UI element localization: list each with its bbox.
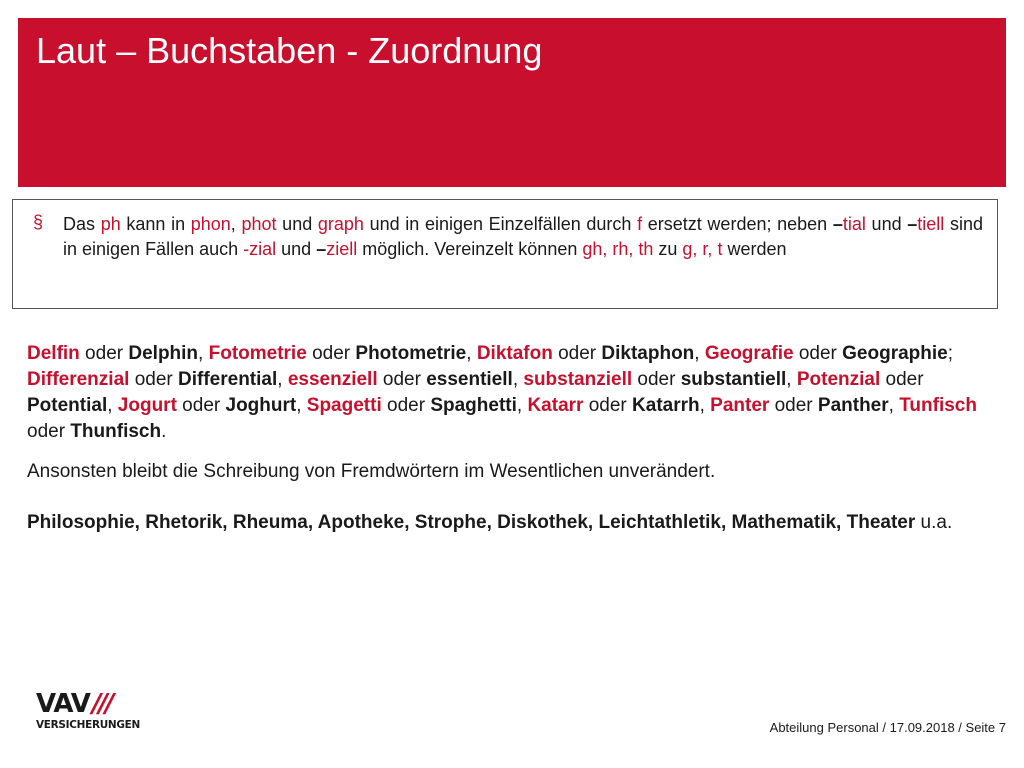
text-segment: oder bbox=[880, 369, 924, 390]
text-segment: werden bbox=[722, 239, 787, 259]
text-segment: , bbox=[198, 343, 209, 364]
text-segment: essenziell bbox=[287, 369, 378, 390]
text-segment: ; bbox=[947, 343, 954, 364]
text-segment: zu bbox=[653, 239, 683, 259]
text-segment: – bbox=[907, 214, 918, 234]
text-segment: , bbox=[466, 343, 477, 364]
text-segment: Panther bbox=[817, 395, 889, 416]
text-segment: und bbox=[865, 214, 908, 234]
footer-info: Abteilung Personal / 17.09.2018 / Seite 7 bbox=[769, 720, 1006, 735]
text-segment: . bbox=[161, 421, 167, 442]
text-segment: Panter bbox=[710, 395, 770, 416]
text-segment: oder bbox=[583, 395, 633, 416]
text-segment: tial bbox=[842, 214, 866, 234]
text-segment: gh, rh, th bbox=[582, 239, 654, 259]
text-segment: Das bbox=[63, 214, 101, 234]
text-segment: Fotometrie bbox=[208, 343, 307, 364]
logo-slashes: /// bbox=[91, 689, 112, 719]
text-segment: oder bbox=[552, 343, 602, 364]
text-segment: Diktafon bbox=[476, 343, 553, 364]
text-segment: Spaghetti bbox=[430, 395, 517, 416]
text-segment: Thunfisch bbox=[70, 421, 162, 442]
text-segment: , bbox=[512, 369, 524, 390]
text-segment: sind in einigen Fällen auch bbox=[63, 214, 983, 259]
logo-subtitle: VERSICHERUNGEN bbox=[36, 718, 140, 731]
text-segment: oder bbox=[79, 343, 129, 364]
text-segment: Differential bbox=[178, 369, 278, 390]
text-segment: möglich. Vereinzelt können bbox=[357, 239, 583, 259]
text-segment: substantiell bbox=[680, 369, 787, 390]
text-segment: u.a. bbox=[915, 512, 953, 533]
text-segment: oder bbox=[381, 395, 431, 416]
text-segment: , bbox=[296, 395, 307, 416]
text-segment: substanziell bbox=[523, 369, 633, 390]
text-segment: Joghurt bbox=[225, 395, 297, 416]
text-segment: phot bbox=[241, 214, 277, 234]
logo-wordmark: VAV bbox=[36, 689, 90, 719]
text-segment: oder bbox=[793, 343, 843, 364]
text-segment: oder bbox=[377, 369, 427, 390]
text-segment: , bbox=[277, 369, 288, 390]
text-segment: tiell bbox=[917, 214, 945, 234]
text-segment: Photometrie bbox=[355, 343, 467, 364]
text-segment: Jogurt bbox=[117, 395, 177, 416]
text-segment: , bbox=[888, 395, 900, 416]
text-segment: phon bbox=[190, 214, 231, 234]
text-segment: Differenzial bbox=[27, 369, 130, 390]
text-segment: und in einigen Einzelfällen durch bbox=[363, 214, 638, 234]
text-segment: oder bbox=[769, 395, 818, 416]
text-segment: Delphin bbox=[128, 343, 199, 364]
text-segment: Geographie bbox=[842, 343, 948, 364]
unchanged-words-paragraph bbox=[27, 510, 987, 536]
text-segment: Potenzial bbox=[796, 369, 881, 390]
slide-title: Laut – Buchstaben - Zuordnung bbox=[36, 30, 543, 71]
text-segment: oder bbox=[306, 343, 356, 364]
text-segment: , bbox=[516, 395, 528, 416]
text-segment: , bbox=[107, 395, 118, 416]
text-segment: Geografie bbox=[704, 343, 794, 364]
text-segment: , bbox=[699, 395, 711, 416]
text-segment: Diktaphon bbox=[601, 343, 695, 364]
text-segment: , bbox=[786, 369, 797, 390]
text-segment: Spagetti bbox=[306, 395, 382, 416]
text-segment: Katarrh bbox=[632, 395, 700, 416]
text-segment: f bbox=[637, 214, 643, 234]
text-segment: , bbox=[694, 343, 705, 364]
text-segment: – bbox=[316, 239, 327, 259]
text-segment: oder bbox=[129, 369, 179, 390]
note-paragraph: Ansonsten bleibt die Schreibung von Fremdwörtern im Wesentlichen unverändert. bbox=[27, 461, 716, 482]
text-segment: Tunfisch bbox=[899, 395, 977, 416]
paragraph-mark-icon: § bbox=[33, 212, 44, 232]
text-segment: Delfin bbox=[27, 343, 80, 364]
text-segment: ersetzt werden; neben bbox=[642, 214, 833, 234]
text-segment: oder bbox=[27, 421, 71, 442]
text-segment: kann in bbox=[120, 214, 191, 234]
vav-logo bbox=[36, 690, 156, 734]
text-segment: und bbox=[276, 239, 317, 259]
text-segment: oder bbox=[632, 369, 681, 390]
text-segment: ziell bbox=[326, 239, 358, 259]
text-segment: g, r, t bbox=[682, 239, 723, 259]
text-segment: Katarr bbox=[527, 395, 584, 416]
rule-text bbox=[63, 212, 983, 262]
text-segment: Philosophie, Rhetorik, Rheuma, Apotheke, Strophe, Diskothek, Leichtathletik, Mathematik, Theater bbox=[27, 512, 916, 533]
text-segment: , bbox=[230, 214, 242, 234]
text-segment: oder bbox=[176, 395, 226, 416]
text-segment: graph bbox=[317, 214, 364, 234]
text-segment: und bbox=[276, 214, 318, 234]
text-segment: Potential bbox=[27, 395, 108, 416]
text-segment: – bbox=[832, 214, 843, 234]
text-segment: -zial bbox=[243, 239, 277, 259]
text-segment: essentiell bbox=[426, 369, 513, 390]
text-segment: ph bbox=[100, 214, 121, 234]
examples-paragraph bbox=[27, 341, 987, 445]
